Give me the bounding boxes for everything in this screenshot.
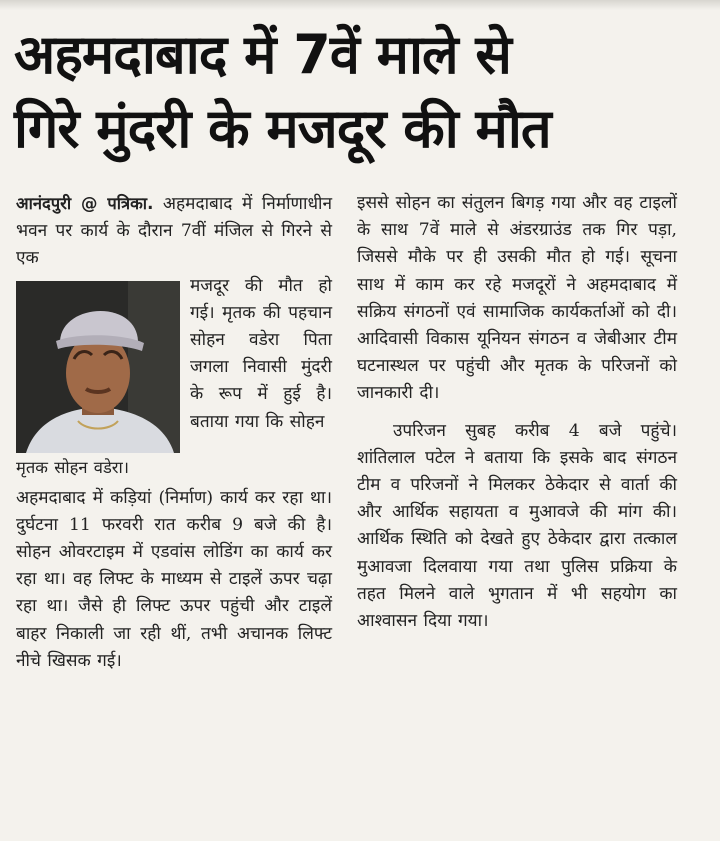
paragraph-1-lead-text: अहमदाबाद में निर्माणाधीन भवन पर कार्य के दौरान 7वीं मंजिल से गिरने से एक — [16, 194, 332, 269]
portrait-image — [16, 281, 180, 453]
article-column-right — [357, 190, 677, 635]
headline-line-1: अहमदाबाद में 7वें माले से — [14, 23, 511, 86]
headline — [14, 18, 704, 166]
paragraph-3 — [357, 418, 677, 636]
victim-photo — [16, 281, 180, 453]
headline-line-2: गिरे मुंदरी के मजदूर की मौत — [14, 97, 551, 160]
paragraph-2: इससे सोहन का संतुलन बिगड़ गया और वह टाइलों के साथ 7वें माले से अंडरग्राउंड तक गिर पड़ा, जिससे मौके पर ही उसकी मौत हो गई। सूचना साथ में काम कर रहे मजदूरों ने अहमदाबाद में सक्रिय संगठनों एवं सामाजिक कार्यकर्ताओं को दी। आदिवासी विकास यूनियन संगठन व जेबीआर टीम घटनास्थल पर पहुंची और मृतक के परिजनों को जानकारी दी। — [357, 193, 677, 404]
page-top-edge — [0, 0, 720, 10]
dateline: आनंदपुरी @ पत्रिका. — [16, 194, 154, 213]
photo-caption: मृतक सोहन वडेरा। — [16, 457, 130, 477]
paragraph-1-lead — [16, 190, 332, 273]
paragraph-1-wrap-text: मजदूर की मौत हो गई। मृतक की पहचान सोहन वडेरा पिता जगला निवासी मुंदरी के रूप में हुई है। बताया गया कि सोहन — [190, 275, 332, 432]
article-column-left — [16, 190, 332, 675]
paragraph-1-rest: अहमदाबाद में कड़ियां (निर्माण) कार्य कर रहा था। दुर्घटना 11 फरवरी रात करीब 9 बजे की है। सोहन ओवरटाइम में एडवांस लोडिंग का कार्य कर रहा था। वह लिफ्ट के माध्यम से टाइलें ऊपर चढ़ा रहा था। जैसे ही लिफ्ट ऊपर पहुंची और टाइलें बाहर निकाली जा रही थीं, तभी अचानक लिफ्ट नीचे खिसक गई। — [16, 487, 332, 671]
paragraph-3-text: उपरिजन सुबह करीब 4 बजे पहुंचे। शांतिलाल पटेल ने बताया कि इसके बाद संगठन टीम व परिजनों ने मिलकर ठेकेदार से वार्ता की और आर्थिक सहायता व मुआवजे की मांग की। आर्थिक स्थिति को देखते हुए ठेकेदार द्वारा तत्काल मुआवजा दिलवाया गया तथा पुलिस प्रक्रिया के तहत मिलने वाले भुगतान में भी सहयोग का आश्वासन दिया गया। — [357, 420, 677, 632]
